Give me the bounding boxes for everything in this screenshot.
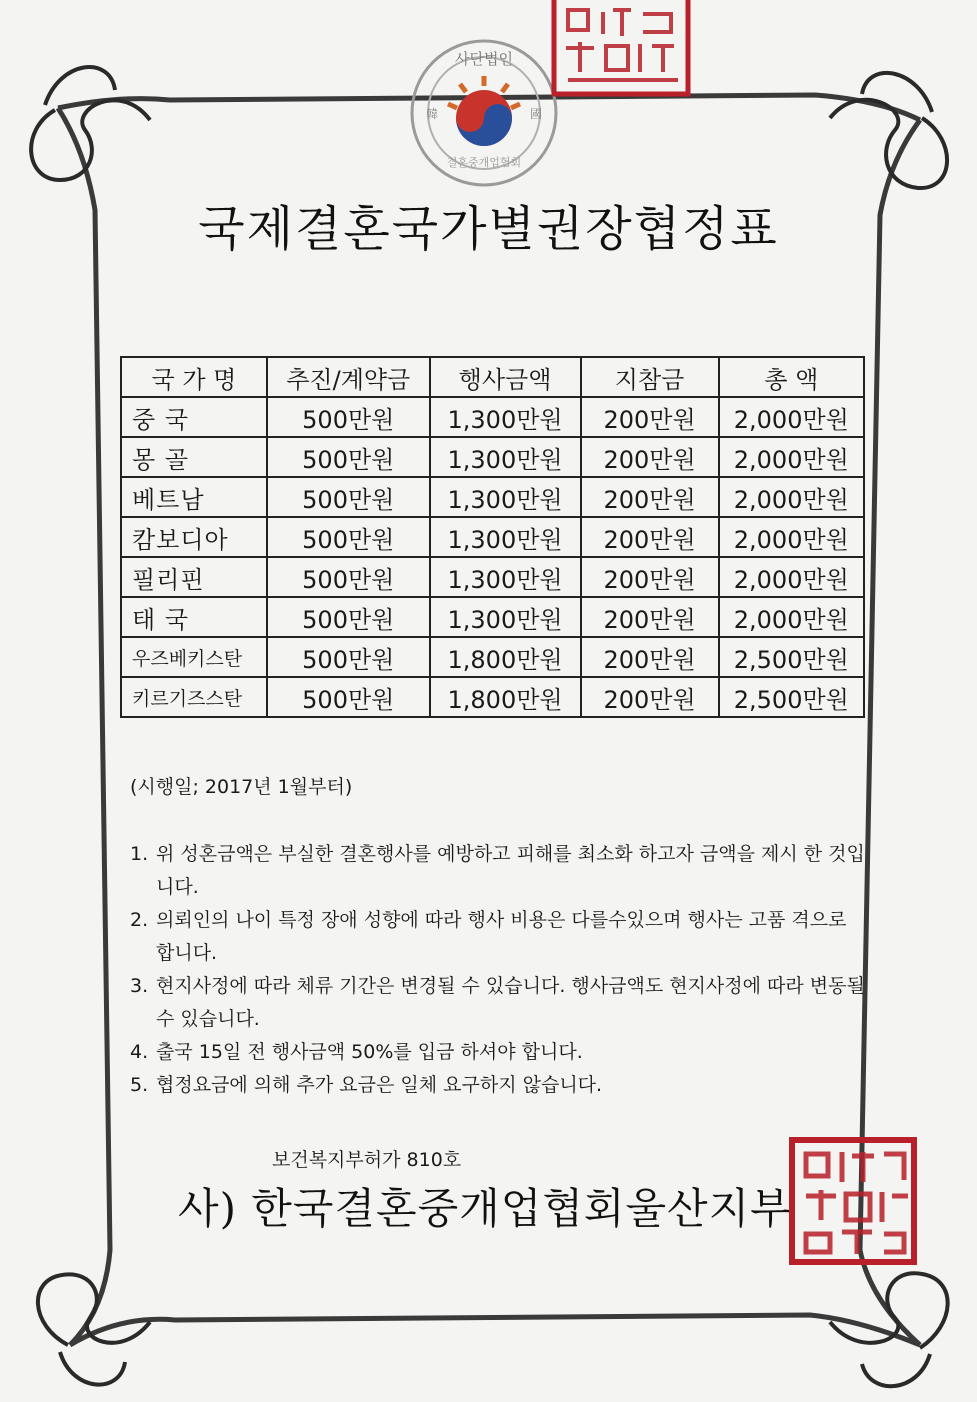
fee-table	[120, 356, 865, 718]
dowry-cell: 200만원	[581, 437, 719, 477]
note-number: 1.	[130, 843, 149, 865]
deposit-cell: 500만원	[267, 557, 430, 597]
svg-text:韓: 韓	[426, 107, 439, 121]
table-row	[121, 597, 864, 637]
total-cell: 2,500만원	[719, 637, 864, 677]
header-deposit: 추진/계약금	[267, 357, 430, 397]
list-item	[130, 1036, 865, 1069]
table-row	[121, 637, 864, 677]
list-item	[130, 904, 865, 970]
list-item	[130, 838, 865, 904]
dowry-cell: 200만원	[581, 397, 719, 437]
note-number: 3.	[130, 975, 149, 997]
deposit-cell: 500만원	[267, 437, 430, 477]
deposit-cell: 500만원	[267, 597, 430, 637]
note-text: 현지사정에 따라 체류 기간은 변경될 수 있습니다. 행사금액도 현지사정에 따라 변동될 수 있습니다.	[156, 975, 865, 1030]
deposit-cell: 500만원	[267, 477, 430, 517]
event-fee-cell: 1,800만원	[430, 677, 581, 717]
event-fee-cell: 1,300만원	[430, 437, 581, 477]
event-fee-cell: 1,800만원	[430, 637, 581, 677]
svg-text:결혼중개업협회: 결혼중개업협회	[446, 156, 522, 169]
table-row	[121, 397, 864, 437]
svg-text:國: 國	[530, 107, 543, 121]
note-number: 2.	[130, 909, 149, 931]
deposit-cell: 500만원	[267, 677, 430, 717]
table-header-row	[121, 357, 864, 397]
table-row	[121, 557, 864, 597]
deposit-cell: 500만원	[267, 637, 430, 677]
note-text: 의뢰인의 나이 특정 장애 성향에 따라 행사 비용은 다를수있으며 행사는 고품 격으로 합니다.	[156, 909, 847, 964]
red-stamp-bottom-icon	[786, 1134, 920, 1268]
association-seal-icon	[400, 38, 568, 188]
event-fee-cell: 1,300만원	[430, 397, 581, 437]
note-text: 위 성혼금액은 부실한 결혼행사를 예방하고 피해를 최소화 하고자 금액을 제시 한 것입니다.	[156, 843, 865, 898]
list-item	[130, 970, 865, 1036]
svg-text:사단법인: 사단법인	[455, 50, 513, 68]
dowry-cell: 200만원	[581, 517, 719, 557]
table-row	[121, 517, 864, 557]
document-title: 국제결혼국가별권장협정표	[198, 201, 779, 257]
list-item	[130, 1069, 865, 1102]
total-cell: 2,000만원	[719, 597, 864, 637]
note-number: 4.	[130, 1041, 149, 1063]
total-cell: 2,000만원	[719, 477, 864, 517]
header-event-fee: 행사금액	[430, 357, 581, 397]
table-row	[121, 477, 864, 517]
total-cell: 2,000만원	[719, 557, 864, 597]
country-cell: 몽 골	[121, 437, 267, 477]
deposit-cell: 500만원	[267, 397, 430, 437]
country-cell: 우즈베키스탄	[121, 637, 267, 677]
total-cell: 2,000만원	[719, 397, 864, 437]
organization-name: 사) 한국결혼중개업협회울산지부	[178, 1184, 792, 1233]
event-fee-cell: 1,300만원	[430, 597, 581, 637]
event-fee-cell: 1,300만원	[430, 557, 581, 597]
country-cell: 태 국	[121, 597, 267, 637]
table-row	[121, 437, 864, 477]
total-cell: 2,000만원	[719, 517, 864, 557]
effective-date: (시행일; 2017년 1월부터)	[130, 776, 353, 798]
dowry-cell: 200만원	[581, 477, 719, 517]
total-cell: 2,000만원	[719, 437, 864, 477]
dowry-cell: 200만원	[581, 557, 719, 597]
country-cell: 베트남	[121, 477, 267, 517]
dowry-cell: 200만원	[581, 677, 719, 717]
country-cell: 캄보디아	[121, 517, 267, 557]
note-number: 5.	[130, 1074, 149, 1096]
permit-number: 보건복지부허가 810호	[272, 1149, 462, 1171]
red-stamp-top-icon	[548, 0, 694, 100]
header-dowry: 지참금	[581, 357, 719, 397]
country-cell: 중 국	[121, 397, 267, 437]
country-cell: 필리핀	[121, 557, 267, 597]
header-total: 총 액	[719, 357, 864, 397]
note-text: 협정요금에 의해 추가 요금은 일체 요구하지 않습니다.	[156, 1074, 603, 1096]
event-fee-cell: 1,300만원	[430, 477, 581, 517]
country-cell: 키르기즈스탄	[121, 677, 267, 717]
notes-list	[130, 838, 865, 1102]
deposit-cell: 500만원	[267, 517, 430, 557]
total-cell: 2,500만원	[719, 677, 864, 717]
note-text: 출국 15일 전 행사금액 50%를 입금 하셔야 합니다.	[156, 1041, 583, 1063]
dowry-cell: 200만원	[581, 637, 719, 677]
header-country: 국 가 명	[121, 357, 267, 397]
dowry-cell: 200만원	[581, 597, 719, 637]
event-fee-cell: 1,300만원	[430, 517, 581, 557]
table-row	[121, 677, 864, 717]
